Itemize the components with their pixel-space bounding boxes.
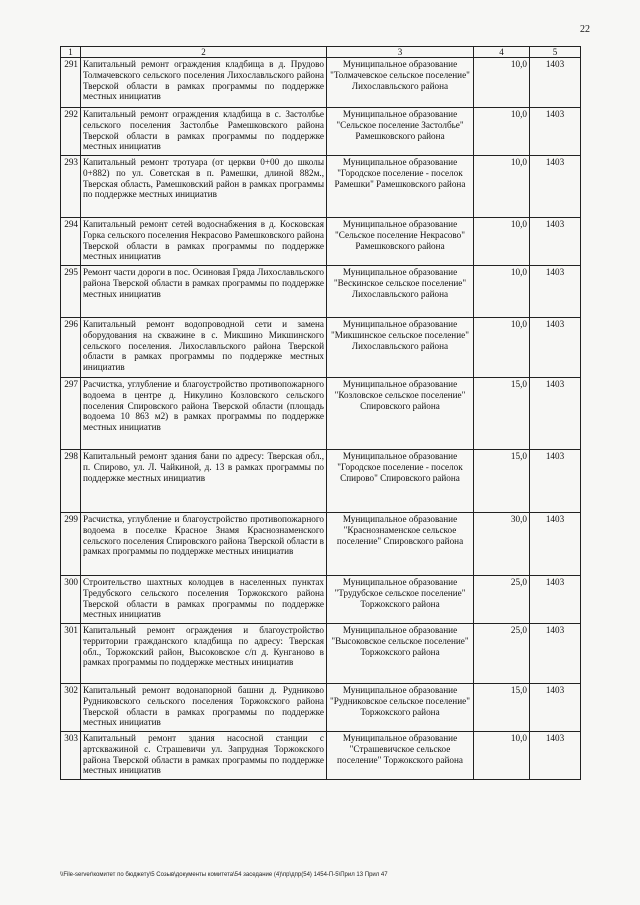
row-amount: 10,0 <box>474 156 530 218</box>
row-amount: 15,0 <box>474 684 530 732</box>
row-number: 299 <box>61 513 81 576</box>
table-row <box>61 58 581 108</box>
row-recipient: Муниципальное образование "Козловское сельское поселение" Спировского района <box>327 378 474 450</box>
table-row <box>61 108 581 156</box>
row-code: 1403 <box>530 218 581 266</box>
row-number: 295 <box>61 266 81 318</box>
row-code: 1403 <box>530 576 581 624</box>
row-number: 302 <box>61 684 81 732</box>
row-number: 301 <box>61 624 81 684</box>
table-row <box>61 450 581 513</box>
row-code: 1403 <box>530 450 581 513</box>
row-recipient: Муниципальное образование "Страшевичское сельское поселение" Торжокского района <box>327 732 474 780</box>
row-description: Расчистка, углубление и благоустройство противопожарного водоема в поселке Красное Знамя Краснознаменского сельского поселения Спировского района Тверской области в рамках программы по поддержке местных инициатив <box>81 513 327 576</box>
row-code: 1403 <box>530 513 581 576</box>
row-amount: 10,0 <box>474 318 530 378</box>
page-number: 22 <box>580 24 590 35</box>
row-recipient: Муниципальное образование "Микшинское сельское поселение" Лихославльского района <box>327 318 474 378</box>
table-row <box>61 513 581 576</box>
table-row <box>61 576 581 624</box>
row-number: 291 <box>61 58 81 108</box>
table-row <box>61 156 581 218</box>
row-description: Капитальный ремонт здания насосной станции с артскважиной с. Страшевичи ул. Запрудная Торжокского района Тверской области в рамках программы по поддержке местных инициатив <box>81 732 327 780</box>
col-header-description: 2 <box>81 47 327 58</box>
row-code: 1403 <box>530 156 581 218</box>
row-description: Капитальный ремонт сетей водоснабжения в д. Косковская Горка сельского поселения Некрасово Рамешковского района Тверской области в рамках программы по поддержке местных инициатив <box>81 218 327 266</box>
table-row <box>61 732 581 780</box>
row-amount: 15,0 <box>474 378 530 450</box>
row-number: 300 <box>61 576 81 624</box>
row-recipient: Муниципальное образование "Городское поселение - поселок Спирово" Спировского района <box>327 450 474 513</box>
table-row <box>61 684 581 732</box>
appendix-table <box>60 46 581 780</box>
row-description: Расчистка, углубление и благоустройство противопожарного водоема в центре д. Никулино Козловского сельского поселения Спировского района Тверской области (площадь водоема 10 863 м2) в рамках программы по поддержке местных инициатив <box>81 378 327 450</box>
table-header-row <box>61 47 581 58</box>
row-amount: 10,0 <box>474 266 530 318</box>
row-amount: 30,0 <box>474 513 530 576</box>
row-number: 297 <box>61 378 81 450</box>
row-amount: 10,0 <box>474 58 530 108</box>
col-header-number: 1 <box>61 47 81 58</box>
row-amount: 10,0 <box>474 218 530 266</box>
table-row <box>61 378 581 450</box>
row-recipient: Муниципальное образование "Трудубское сельское поселение" Торжокского района <box>327 576 474 624</box>
row-amount: 25,0 <box>474 576 530 624</box>
row-number: 298 <box>61 450 81 513</box>
row-recipient: Муниципальное образование "Сельское поселение Некрасово" Рамешковского района <box>327 218 474 266</box>
row-description: Ремонт части дороги в пос. Осиновая Гряда Лихославльского района Тверской области в рамках программы по поддержке местных инициатив <box>81 266 327 318</box>
table-row <box>61 624 581 684</box>
row-description: Капитальный ремонт здания бани по адресу: Тверская обл., п. Спирово, ул. Л. Чайкиной, д. 13 в рамках программы по поддержке местных инициатив <box>81 450 327 513</box>
row-number: 292 <box>61 108 81 156</box>
col-header-amount: 4 <box>474 47 530 58</box>
row-description: Строительство шахтных колодцев в населенных пунктах Тредубского сельского поселения Торжокского района Тверской области в рамках программы по поддержке местных инициатив <box>81 576 327 624</box>
row-number: 303 <box>61 732 81 780</box>
row-code: 1403 <box>530 58 581 108</box>
row-recipient: Муниципальное образование "Краснознаменское сельское поселение" Спировского района <box>327 513 474 576</box>
row-description: Капитальный ремонт ограждения и благоустройство территории гражданского кладбища по адресу: Тверская обл., Торжокский район, Высоковское с/п д. Кунганово в рамках программы по поддержке местных инициатив <box>81 624 327 684</box>
row-recipient: Муниципальное образование "Сельское поселение Застолбье" Рамешковского района <box>327 108 474 156</box>
row-recipient: Муниципальное образование "Высоковское сельское поселение" Торжокского района <box>327 624 474 684</box>
row-amount: 15,0 <box>474 450 530 513</box>
row-description: Капитальный ремонт тротуара (от церкви 0+00 до школы 0+882) по ул. Советская в п. Рамешки, длиной 882м., Тверская область, Рамешковский район в рамках программы по поддержке местных инициатив <box>81 156 327 218</box>
row-recipient: Муниципальное образование "Городское поселение - поселок Рамешки" Рамешковского района <box>327 156 474 218</box>
row-description: Капитальный ремонт ограждения кладбища в д. Прудово Толмачевского сельского поселения Лихославльского района Тверской области в рамках программы по поддержке местных инициатив <box>81 58 327 108</box>
row-amount: 10,0 <box>474 108 530 156</box>
row-recipient: Муниципальное образование "Толмачевское сельское поселение" Лихославльского района <box>327 58 474 108</box>
row-code: 1403 <box>530 732 581 780</box>
row-code: 1403 <box>530 108 581 156</box>
row-description: Капитальный ремонт ограждения кладбища в с. Застолбье сельского поселения Застолбье Рамешковского района Тверской области в рамках программы по поддержке местных инициатив <box>81 108 327 156</box>
row-code: 1403 <box>530 378 581 450</box>
col-header-code: 5 <box>530 47 581 58</box>
table-row <box>61 218 581 266</box>
row-number: 296 <box>61 318 81 378</box>
row-description: Капитальный ремонт водопроводной сети и замена оборудования на скважине в с. Микшино Микшинского сельского поселения. Лихославльского района Тверской области в рамках программы по поддержке местных инициатив <box>81 318 327 378</box>
row-recipient: Муниципальное образование "Вескинское сельское поселение" Лихославльского района <box>327 266 474 318</box>
table-row <box>61 266 581 318</box>
row-amount: 25,0 <box>474 624 530 684</box>
row-code: 1403 <box>530 624 581 684</box>
row-code: 1403 <box>530 684 581 732</box>
row-description: Капитальный ремонт водонапорной башни д. Рудниково Рудниковского сельского поселения Торжокского района Тверской области в рамках программы по поддержке местных инициатив <box>81 684 327 732</box>
file-path-footer: \\File-server\комитет по бюджету\5 Созыв\документы комитета\54 заседание (4)\пр\дпр(54) 1454-П-5\Прил 13 Прил 47 <box>60 872 388 878</box>
row-number: 293 <box>61 156 81 218</box>
row-number: 294 <box>61 218 81 266</box>
col-header-recipient: 3 <box>327 47 474 58</box>
row-code: 1403 <box>530 266 581 318</box>
row-recipient: Муниципальное образование "Рудниковское сельское поселение" Торжокского района <box>327 684 474 732</box>
table-row <box>61 318 581 378</box>
row-code: 1403 <box>530 318 581 378</box>
row-amount: 10,0 <box>474 732 530 780</box>
